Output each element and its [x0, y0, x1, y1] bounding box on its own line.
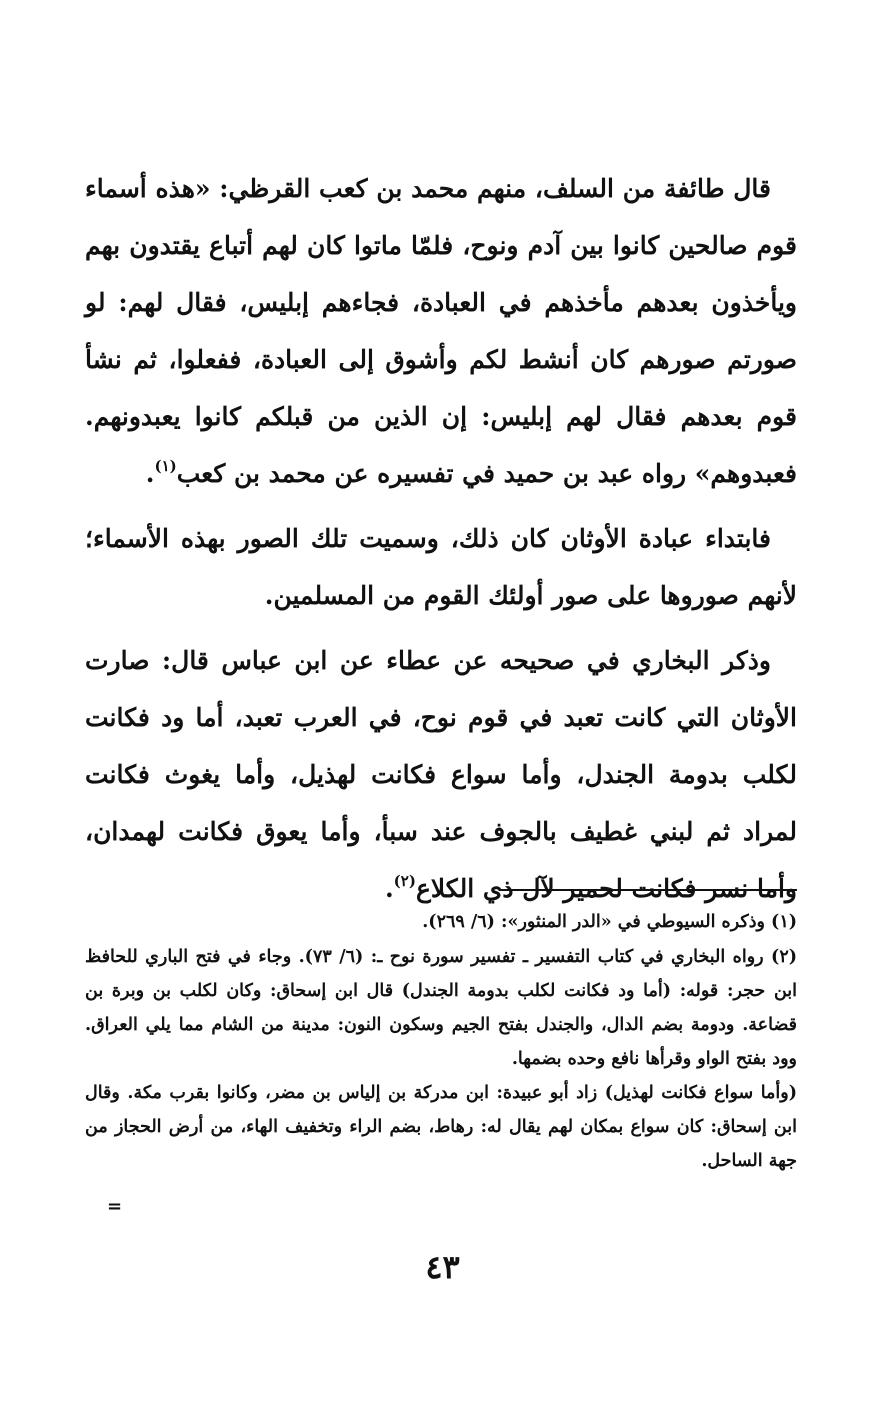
paragraph-1-end: .: [145, 459, 155, 488]
paragraph-3-end: .: [384, 874, 394, 903]
page-number: ٤٣: [425, 1248, 460, 1286]
paragraph-1-text: قال طائفة من السلف، منهم محمد بن كعب القرظي: «هذه أسماء قوم صالحين كانوا بين آدم ونوح، فلمّا ماتوا كان لهم أتباع يقتدون بهم ويأخذون بعدهم مأخذهم في العبادة، فجاءهم إبليس، فقال لهم: لو صورتم صورهم كان أنشط لكم وأشوق إلى العبادة، ففعلوا، ثم نشأ قوم بعدهم فقال لهم إبليس: إن الذين من قبلكم كانوا يعبدونهم. فعبدوهم» رواه عبد بن حميد في تفسيره عن محمد بن كعب: [85, 174, 797, 488]
footnotes-section: [85, 905, 797, 1178]
footnote-2-continued: (وأما سواع فكانت لهذيل) زاد أبو عبيدة: ابن مدركة بن إلياس بن مضر، وكانوا بقرب مكة. وقال ابن إسحاق: كان سواع بمكان لهم يقال له: رهاط، بضم الراء وتخفيف الهاء، من أرض الحجاز من جهة الساحل.: [85, 1083, 797, 1171]
footnote-separator: [499, 889, 797, 891]
paragraph-3-text: وذكر البخاري في صحيحه عن عطاء عن ابن عباس قال: صارت الأوثان التي كانت تعبد في قوم نوح، في العرب تعبد، أما ود فكانت لكلب بدومة الجندل، وأما سواع فكانت لهذيل، وأما يغوث فكانت لمراد ثم لبني غطيف بالجوف عند سبأ، وأما يعوق فكانت لهمدان، وأما نسر فكانت لحمير لآل ذي الكلاع: [85, 646, 797, 903]
footnote-ref-2: (٢): [393, 872, 416, 890]
footnote-ref-1: (١): [154, 457, 177, 475]
footnote-2: (٢) رواه البخاري في كتاب التفسير ـ تفسير سورة نوح ـ: (٦/ ٧٣). وجاء في فتح الباري للحافظ ابن حجر: قوله: (أما ود فكانت لكلب بدومة الجندل) قال ابن إسحاق: وكان لكلب بن وبرة بن قضاعة. ودومة بضم الدال، والجندل بفتح الجيم وسكون النون: مدينة من الشام مما يلي العراق. وود بفتح الواو وقرأها نافع وحده بضمها.: [85, 947, 797, 1069]
paragraph-3: [85, 632, 797, 917]
main-text-body: [85, 160, 797, 925]
paragraph-2-text: فابتداء عبادة الأوثان كان ذلك، وسميت تلك الصور بهذه الأسماء؛ لأنهم صوروها على صور أولئك القوم من المسلمين.: [85, 524, 797, 610]
paragraph-2: [85, 510, 797, 624]
continuation-mark: =: [107, 1196, 123, 1217]
paragraph-1: [85, 160, 797, 502]
footnote-1: (١) وذكره السيوطي في «الدر المنثور»: (٦/ ٢٦٩).: [422, 912, 797, 932]
